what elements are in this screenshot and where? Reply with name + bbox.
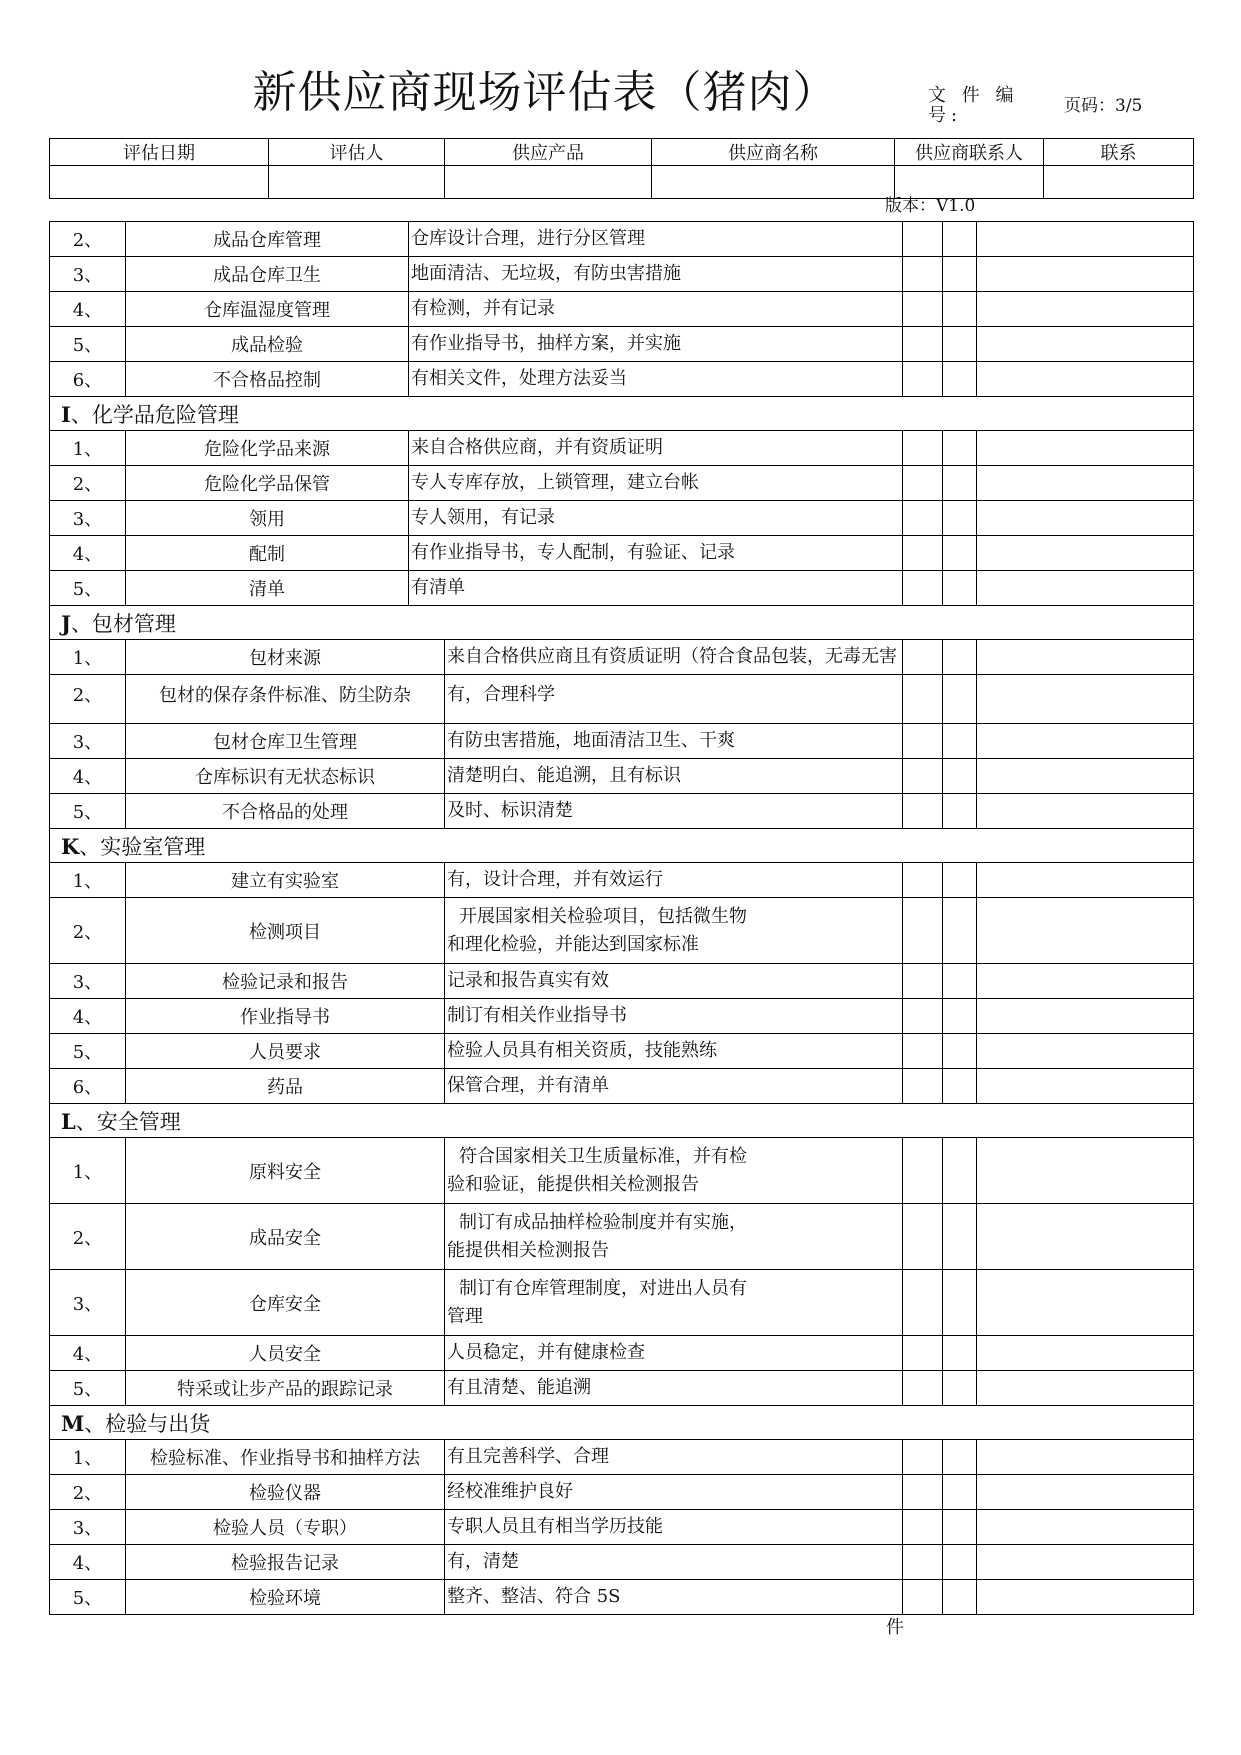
requirement <box>445 863 903 898</box>
blank-cell-1 <box>903 759 943 794</box>
blank-cell-2 <box>943 431 977 466</box>
table-row <box>50 1138 1194 1204</box>
check-item: 配制 <box>126 536 409 571</box>
table-row <box>50 466 1194 501</box>
requirement-line: 制订有成品抽样检验制度并有实施， <box>459 1211 747 1233</box>
check-item: 清单 <box>126 571 409 606</box>
header-value-supplier-name <box>652 166 895 199</box>
table-row <box>50 1475 1194 1510</box>
section-heading-row <box>50 1104 1194 1138</box>
blank-cell-2 <box>943 1069 977 1104</box>
requirement <box>409 362 903 397</box>
table-row <box>50 863 1194 898</box>
blank-cell-1 <box>903 1371 943 1406</box>
blank-cell-3 <box>977 362 1194 397</box>
blank-cell-1 <box>903 362 943 397</box>
row-number: 5、 <box>50 571 126 606</box>
check-item: 成品检验 <box>126 327 409 362</box>
blank-cell-3 <box>977 1204 1194 1270</box>
requirement <box>409 431 903 466</box>
requirement-line: 有，设计合理，并有效运行 <box>447 869 663 890</box>
table-row <box>50 1204 1194 1270</box>
requirement <box>409 327 903 362</box>
section-heading-row <box>50 397 1194 431</box>
row-number: 3、 <box>50 964 126 999</box>
requirement-line: 人员稳定，并有健康检查 <box>447 1342 645 1363</box>
requirement-line: 制订有相关作业指导书 <box>447 1005 627 1026</box>
blank-cell-2 <box>943 1371 977 1406</box>
header-value-product <box>445 166 652 199</box>
check-item: 检验环境 <box>126 1580 445 1615</box>
requirement <box>409 292 903 327</box>
requirement <box>445 1545 903 1580</box>
check-item: 检验标准、作业指导书和抽样方法 <box>126 1440 445 1475</box>
footer-text: 件 <box>886 1617 904 1638</box>
table-row <box>50 1270 1194 1336</box>
blank-cell-3 <box>977 1371 1194 1406</box>
table-row <box>50 431 1194 466</box>
version-label: 版本：V1.0 <box>885 196 976 216</box>
section-letter: I <box>61 401 71 427</box>
requirement-line: 有检测，并有记录 <box>411 298 555 319</box>
table-row <box>50 1510 1194 1545</box>
requirement <box>445 1475 903 1510</box>
row-number: 1、 <box>50 1138 126 1204</box>
requirement-line: 整齐、整洁、符合 5S <box>447 1586 621 1607</box>
blank-cell-2 <box>943 1510 977 1545</box>
check-item: 建立有实验室 <box>126 863 445 898</box>
blank-cell-3 <box>977 863 1194 898</box>
check-item: 作业指导书 <box>126 999 445 1034</box>
requirement <box>445 1270 903 1336</box>
check-item: 仓库标识有无状态标识 <box>126 759 445 794</box>
table-row <box>50 675 1194 724</box>
check-item: 包材仓库卫生管理 <box>126 724 445 759</box>
blank-cell-3 <box>977 1510 1194 1545</box>
evaluation-table-part-1 <box>49 221 1194 606</box>
blank-cell-1 <box>903 863 943 898</box>
blank-cell-1 <box>903 501 943 536</box>
requirement <box>445 1580 903 1615</box>
blank-cell-3 <box>977 257 1194 292</box>
requirement-line: 经校准维护良好 <box>447 1481 573 1502</box>
blank-cell-3 <box>977 327 1194 362</box>
requirement <box>445 1510 903 1545</box>
blank-cell-1 <box>903 1510 943 1545</box>
requirement <box>445 794 903 829</box>
header-label-evaluator: 评估人 <box>269 139 445 166</box>
blank-cell-3 <box>977 759 1194 794</box>
requirement <box>445 999 903 1034</box>
blank-cell-3 <box>977 536 1194 571</box>
blank-cell-2 <box>943 362 977 397</box>
table-row <box>50 292 1194 327</box>
blank-cell-2 <box>943 327 977 362</box>
section-heading <box>50 606 1194 640</box>
table-row <box>50 1545 1194 1580</box>
requirement-line: 地面清洁、无垃圾，有防虫害措施 <box>411 263 681 284</box>
blank-cell-2 <box>943 501 977 536</box>
blank-cell-3 <box>977 1580 1194 1615</box>
blank-cell-1 <box>903 1545 943 1580</box>
blank-cell-3 <box>977 431 1194 466</box>
row-number: 1、 <box>50 863 126 898</box>
requirement <box>409 571 903 606</box>
row-number: 3、 <box>50 724 126 759</box>
check-item: 原料安全 <box>126 1138 445 1204</box>
row-number: 2、 <box>50 675 126 724</box>
blank-cell-2 <box>943 571 977 606</box>
blank-cell-3 <box>977 1138 1194 1204</box>
blank-cell-3 <box>977 1440 1194 1475</box>
row-number: 5、 <box>50 794 126 829</box>
blank-cell-3 <box>977 571 1194 606</box>
blank-cell-1 <box>903 327 943 362</box>
row-number: 4、 <box>50 536 126 571</box>
table-row <box>50 964 1194 999</box>
table-row <box>50 1580 1194 1615</box>
requirement-line: 来自合格供应商且有资质证明（符合食品包装，无毒无害 <box>447 646 897 667</box>
requirement <box>409 222 903 257</box>
requirement <box>445 1138 903 1204</box>
blank-cell-2 <box>943 1440 977 1475</box>
requirement <box>445 1034 903 1069</box>
blank-cell-1 <box>903 571 943 606</box>
check-item: 检验仪器 <box>126 1475 445 1510</box>
blank-cell-1 <box>903 1204 943 1270</box>
section-letter: K <box>61 833 80 859</box>
table-row <box>50 794 1194 829</box>
requirement <box>445 964 903 999</box>
blank-cell-1 <box>903 724 943 759</box>
row-number: 1、 <box>50 1440 126 1475</box>
table-row <box>50 1371 1194 1406</box>
blank-cell-1 <box>903 1475 943 1510</box>
header-value-evaluation-date <box>50 166 269 199</box>
requirement-line: 有清单 <box>411 577 465 598</box>
header-label-supplier-name: 供应商名称 <box>652 139 895 166</box>
requirement-line: 验和验证，能提供相关检测报告 <box>447 1173 699 1195</box>
blank-cell-1 <box>903 257 943 292</box>
row-number: 1、 <box>50 431 126 466</box>
section-title: 、实验室管理 <box>79 834 206 859</box>
requirement <box>445 675 903 724</box>
table-row <box>50 536 1194 571</box>
document-title: 新供应商现场评估表（猪肉） <box>252 67 838 118</box>
requirement-line: 有且清楚、能追溯 <box>447 1377 591 1398</box>
check-item: 检验人员（专职） <box>126 1510 445 1545</box>
blank-cell-3 <box>977 466 1194 501</box>
requirement-line: 专人领用，有记录 <box>411 507 555 528</box>
check-item: 包材来源 <box>126 640 445 675</box>
requirement <box>445 898 903 964</box>
check-item: 检测项目 <box>126 898 445 964</box>
blank-cell-1 <box>903 898 943 964</box>
requirement-line: 制订有仓库管理制度，对进出人员有 <box>459 1277 747 1299</box>
header-value-contact <box>1044 166 1194 199</box>
requirement <box>445 640 903 675</box>
header-label-evaluation-date: 评估日期 <box>50 139 269 166</box>
table-row <box>50 898 1194 964</box>
header-value-row <box>50 166 1194 199</box>
blank-cell-2 <box>943 222 977 257</box>
blank-cell-2 <box>943 1580 977 1615</box>
check-item: 检验报告记录 <box>126 1545 445 1580</box>
document-number-label <box>928 86 1018 126</box>
blank-cell-3 <box>977 1034 1194 1069</box>
requirement-line: 来自合格供应商，并有资质证明 <box>411 437 663 458</box>
requirement <box>445 1440 903 1475</box>
section-letter: M <box>61 1410 85 1436</box>
blank-cell-2 <box>943 1270 977 1336</box>
blank-cell-3 <box>977 964 1194 999</box>
requirement <box>445 724 903 759</box>
blank-cell-2 <box>943 536 977 571</box>
blank-cell-1 <box>903 794 943 829</box>
blank-cell-1 <box>903 640 943 675</box>
check-item: 成品仓库卫生 <box>126 257 409 292</box>
requirement-line: 符合国家相关卫生质量标准，并有检 <box>459 1145 747 1167</box>
row-number: 4、 <box>50 292 126 327</box>
blank-cell-1 <box>903 1580 943 1615</box>
blank-cell-3 <box>977 999 1194 1034</box>
row-number: 6、 <box>50 1069 126 1104</box>
check-item: 特采或让步产品的跟踪记录 <box>126 1371 445 1406</box>
table-row <box>50 999 1194 1034</box>
requirement-line: 和理化检验，并能达到国家标准 <box>447 933 699 955</box>
check-item: 成品仓库管理 <box>126 222 409 257</box>
requirement <box>445 1371 903 1406</box>
blank-cell-2 <box>943 1545 977 1580</box>
blank-cell-3 <box>977 640 1194 675</box>
table-row <box>50 1336 1194 1371</box>
section-heading <box>50 1406 1194 1440</box>
table-row <box>50 222 1194 257</box>
blank-cell-2 <box>943 1336 977 1371</box>
page-number: 页码：3/5 <box>1064 96 1143 116</box>
row-number: 4、 <box>50 1545 126 1580</box>
table-row <box>50 1034 1194 1069</box>
blank-cell-3 <box>977 501 1194 536</box>
row-number: 5、 <box>50 1371 126 1406</box>
header-label-row <box>50 139 1194 166</box>
requirement-line: 有，清楚 <box>447 1551 519 1572</box>
table-row <box>50 257 1194 292</box>
check-item: 药品 <box>126 1069 445 1104</box>
blank-cell-3 <box>977 1069 1194 1104</box>
table-row <box>50 1069 1194 1104</box>
blank-cell-1 <box>903 675 943 724</box>
requirement <box>409 501 903 536</box>
table-row <box>50 640 1194 675</box>
blank-cell-1 <box>903 1069 943 1104</box>
row-number: 3、 <box>50 1510 126 1545</box>
section-letter: L <box>61 1108 76 1134</box>
blank-cell-2 <box>943 1034 977 1069</box>
section-title: 、化学品危险管理 <box>70 402 239 427</box>
check-item: 检验记录和报告 <box>126 964 445 999</box>
header-info-table <box>49 138 1194 199</box>
blank-cell-2 <box>943 1204 977 1270</box>
blank-cell-1 <box>903 999 943 1034</box>
header-label-supplier-contact: 供应商联系人 <box>895 139 1044 166</box>
table-row <box>50 759 1194 794</box>
row-number: 3、 <box>50 1270 126 1336</box>
section-heading <box>50 397 1194 431</box>
blank-cell-1 <box>903 466 943 501</box>
document-number-label-line: 号: <box>928 105 963 126</box>
blank-cell-1 <box>903 1440 943 1475</box>
row-number: 3、 <box>50 501 126 536</box>
row-number: 2、 <box>50 222 126 257</box>
requirement-line: 专职人员且有相当学历技能 <box>447 1516 663 1537</box>
table-row <box>50 724 1194 759</box>
check-item: 成品安全 <box>126 1204 445 1270</box>
blank-cell-1 <box>903 431 943 466</box>
requirement-line: 保管合理，并有清单 <box>447 1075 609 1096</box>
blank-cell-3 <box>977 1545 1194 1580</box>
table-row <box>50 501 1194 536</box>
row-number: 5、 <box>50 1580 126 1615</box>
blank-cell-3 <box>977 222 1194 257</box>
check-item: 仓库温湿度管理 <box>126 292 409 327</box>
blank-cell-2 <box>943 794 977 829</box>
check-item: 仓库安全 <box>126 1270 445 1336</box>
blank-cell-3 <box>977 1336 1194 1371</box>
blank-cell-3 <box>977 724 1194 759</box>
check-item: 不合格品的处理 <box>126 794 445 829</box>
section-heading <box>50 1104 1194 1138</box>
row-number: 2、 <box>50 898 126 964</box>
header-label-contact: 联系 <box>1044 139 1194 166</box>
blank-cell-3 <box>977 675 1194 724</box>
blank-cell-2 <box>943 257 977 292</box>
blank-cell-1 <box>903 1270 943 1336</box>
requirement-line: 有相关文件，处理方法妥当 <box>411 368 627 389</box>
blank-cell-1 <box>903 222 943 257</box>
section-letter: J <box>61 610 71 636</box>
requirement-line: 仓库设计合理，进行分区管理 <box>411 228 645 249</box>
check-item: 人员要求 <box>126 1034 445 1069</box>
table-row <box>50 1440 1194 1475</box>
header-label-product: 供应产品 <box>445 139 652 166</box>
requirement-line: 有防虫害措施，地面清洁卫生、干爽 <box>447 730 735 751</box>
requirement-line: 开展国家相关检验项目，包括微生物 <box>459 905 747 927</box>
requirement-line: 专人专库存放，上锁管理，建立台帐 <box>411 472 699 493</box>
requirement-line: 能提供相关检测报告 <box>447 1239 609 1261</box>
blank-cell-3 <box>977 1270 1194 1336</box>
blank-cell-3 <box>977 1475 1194 1510</box>
row-number: 2、 <box>50 1475 126 1510</box>
document-number-label-line: 文 件 编 <box>928 85 1019 106</box>
table-row <box>50 327 1194 362</box>
table-row <box>50 362 1194 397</box>
requirement-line: 有作业指导书，抽样方案，并实施 <box>411 333 681 354</box>
blank-cell-1 <box>903 1034 943 1069</box>
blank-cell-1 <box>903 1138 943 1204</box>
blank-cell-2 <box>943 898 977 964</box>
section-title: 、安全管理 <box>75 1109 181 1134</box>
blank-cell-2 <box>943 466 977 501</box>
requirement-line: 及时、标识清楚 <box>447 800 573 821</box>
row-number: 3、 <box>50 257 126 292</box>
check-item: 危险化学品来源 <box>126 431 409 466</box>
blank-cell-2 <box>943 863 977 898</box>
requirement <box>409 536 903 571</box>
row-number: 2、 <box>50 466 126 501</box>
blank-cell-3 <box>977 292 1194 327</box>
check-item: 不合格品控制 <box>126 362 409 397</box>
row-number: 5、 <box>50 327 126 362</box>
row-number: 5、 <box>50 1034 126 1069</box>
blank-cell-2 <box>943 1138 977 1204</box>
blank-cell-3 <box>977 794 1194 829</box>
section-heading-row <box>50 829 1194 863</box>
blank-cell-1 <box>903 292 943 327</box>
requirement-line: 有作业指导书，专人配制，有验证、记录 <box>411 542 735 563</box>
blank-cell-2 <box>943 1475 977 1510</box>
row-number: 1、 <box>50 640 126 675</box>
requirement <box>409 257 903 292</box>
blank-cell-2 <box>943 292 977 327</box>
requirement-line: 检验人员具有相关资质，技能熟练 <box>447 1040 717 1061</box>
requirement-line: 清楚明白、能追溯，且有标识 <box>447 765 681 786</box>
requirement-line: 有，合理科学 <box>447 684 555 705</box>
requirement <box>445 759 903 794</box>
evaluation-table-part-2 <box>49 605 1194 1615</box>
requirement-line: 管理 <box>447 1305 483 1327</box>
check-item: 领用 <box>126 501 409 536</box>
section-title: 、包材管理 <box>70 611 176 636</box>
blank-cell-2 <box>943 999 977 1034</box>
blank-cell-1 <box>903 1336 943 1371</box>
section-title: 、检验与出货 <box>84 1411 211 1436</box>
row-number: 2、 <box>50 1204 126 1270</box>
row-number: 4、 <box>50 1336 126 1371</box>
row-number: 6、 <box>50 362 126 397</box>
requirement <box>409 466 903 501</box>
blank-cell-3 <box>977 898 1194 964</box>
row-number: 4、 <box>50 999 126 1034</box>
section-heading-row <box>50 1406 1194 1440</box>
blank-cell-2 <box>943 675 977 724</box>
section-heading <box>50 829 1194 863</box>
requirement-line: 记录和报告真实有效 <box>447 970 609 991</box>
blank-cell-2 <box>943 640 977 675</box>
requirement <box>445 1069 903 1104</box>
check-item: 包材的保存条件标准、防尘防杂 <box>126 675 445 724</box>
table-row <box>50 571 1194 606</box>
section-heading-row <box>50 606 1194 640</box>
requirement-line: 有且完善科学、合理 <box>447 1446 609 1467</box>
blank-cell-2 <box>943 964 977 999</box>
row-number: 4、 <box>50 759 126 794</box>
header-value-supplier-contact <box>895 166 1044 199</box>
blank-cell-2 <box>943 759 977 794</box>
requirement <box>445 1336 903 1371</box>
blank-cell-1 <box>903 536 943 571</box>
header-value-evaluator <box>269 166 445 199</box>
blank-cell-2 <box>943 724 977 759</box>
requirement <box>445 1204 903 1270</box>
blank-cell-1 <box>903 964 943 999</box>
check-item: 危险化学品保管 <box>126 466 409 501</box>
check-item: 人员安全 <box>126 1336 445 1371</box>
